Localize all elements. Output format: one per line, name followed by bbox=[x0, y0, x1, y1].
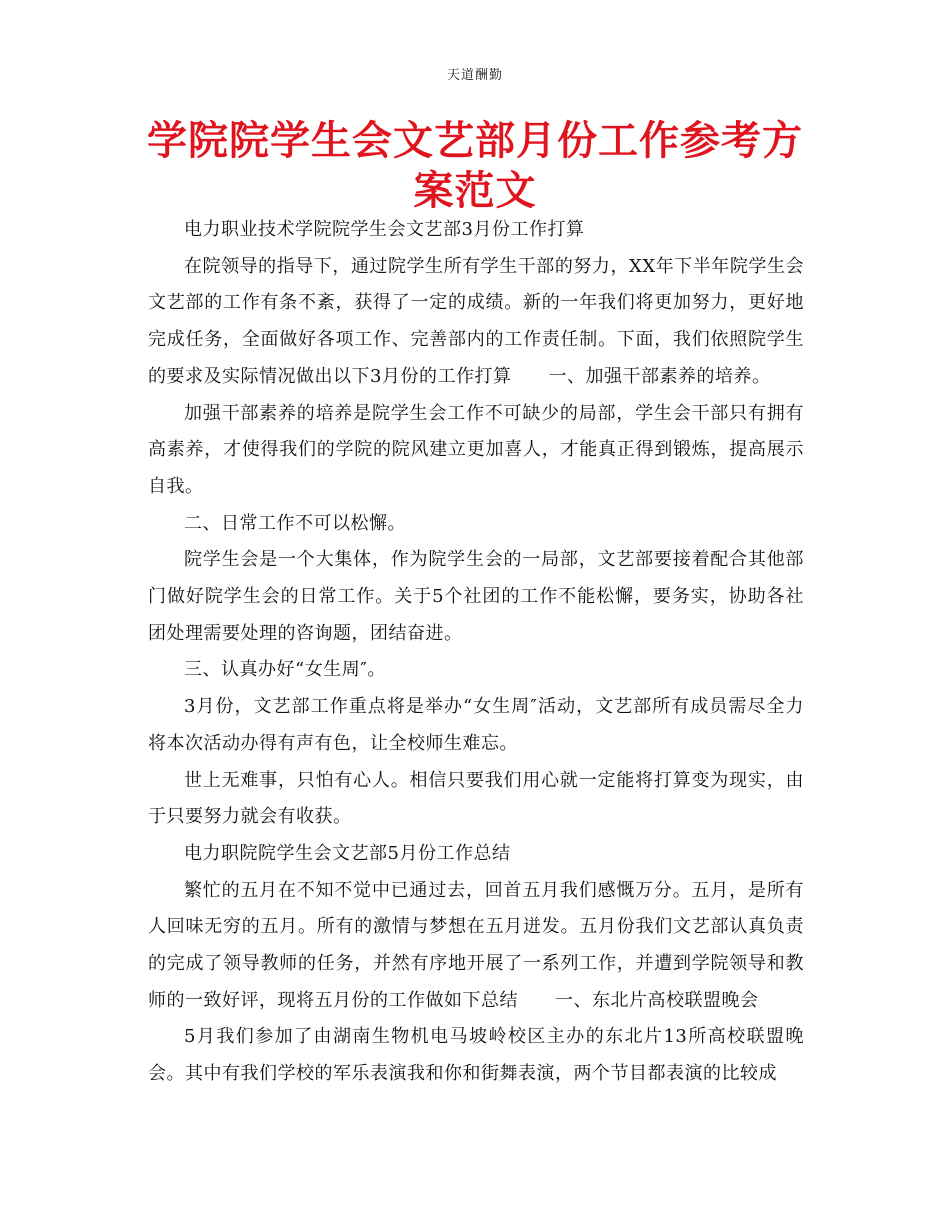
paragraph-cadre-quality: 加强干部素养的培养是院学生会工作不可缺少的局部，学生会干部只有拥有高素养，才使得我们的学院的院风建立更加喜人，才能真正得到锻炼，提高展示自我。 bbox=[148, 402, 804, 497]
paragraph-summary-intro: 繁忙的五月在不知不觉中已通过去，回首五月我们感慨万分。五月，是所有人回味无穷的五月。所有的激情与梦想在五月迸发。五月份我们文艺部认真负责的完成了领导教师的任务，并然有序地开展了一系列工作，并遭到学院领导和教师的一致好评，现将五月份的工作做如下总结 一、东北片高校联盟晚会 bbox=[148, 879, 804, 1011]
paragraph-plan-intro: 在院领导的指导下，通过院学生所有学生干部的努力，XX年下半年院学生会文艺部的工作有条不紊，获得了一定的成绩。新的一年我们将更加努力，更好地完成任务，全面做好各项工作、完善部内的工作责任制。下面，我们依照院学生的要求及实际情况做出以下3月份的工作打算 一、加强干部素养的培养。 bbox=[148, 255, 804, 387]
paragraph-section-two-heading: 二、日常工作不可以松懈。 bbox=[184, 512, 406, 534]
paragraph-plan-heading: 电力职业技术学院院学生会文艺部3月份工作打算 bbox=[184, 219, 585, 240]
paragraph-summary-heading: 电力职院院学生会文艺部5月份工作总结 bbox=[184, 842, 511, 864]
paragraph-alliance-gala: 5月我们参加了由湖南生物机电马坡岭校区主办的东北片13所高校联盟晚会。其中有我们学校的军乐表演我和你和街舞表演，两个节目都表演的比较成 bbox=[148, 1026, 804, 1085]
paragraph-daily-work: 院学生会是一个大集体，作为院学生会的一局部，文艺部要接着配合其他部门做好院学生会的日常工作。关于5个社团的工作不能松懈，要务实，协助各社团处理需要处理的咨询题，团结奋进。 bbox=[148, 549, 804, 644]
paragraph-section-three-heading: 三、认真办好“女生周″。 bbox=[184, 659, 386, 681]
header-note: 天道酬勤 bbox=[446, 68, 503, 83]
paragraph-closing: 世上无难事，只怕有心人。相信只要我们用心就一定能将打算变为现实，由于只要努力就会有收获。 bbox=[148, 769, 804, 828]
document-body bbox=[148, 212, 804, 1093]
paragraph-girls-week: 3月份，文艺部工作重点将是举办“女生周″活动，文艺部所有成员需尽全力将本次活动办得有声有色，让全校师生难忘。 bbox=[148, 696, 804, 754]
document-title: 学院院学生会文艺部月份工作参考方案范文 bbox=[147, 118, 803, 214]
